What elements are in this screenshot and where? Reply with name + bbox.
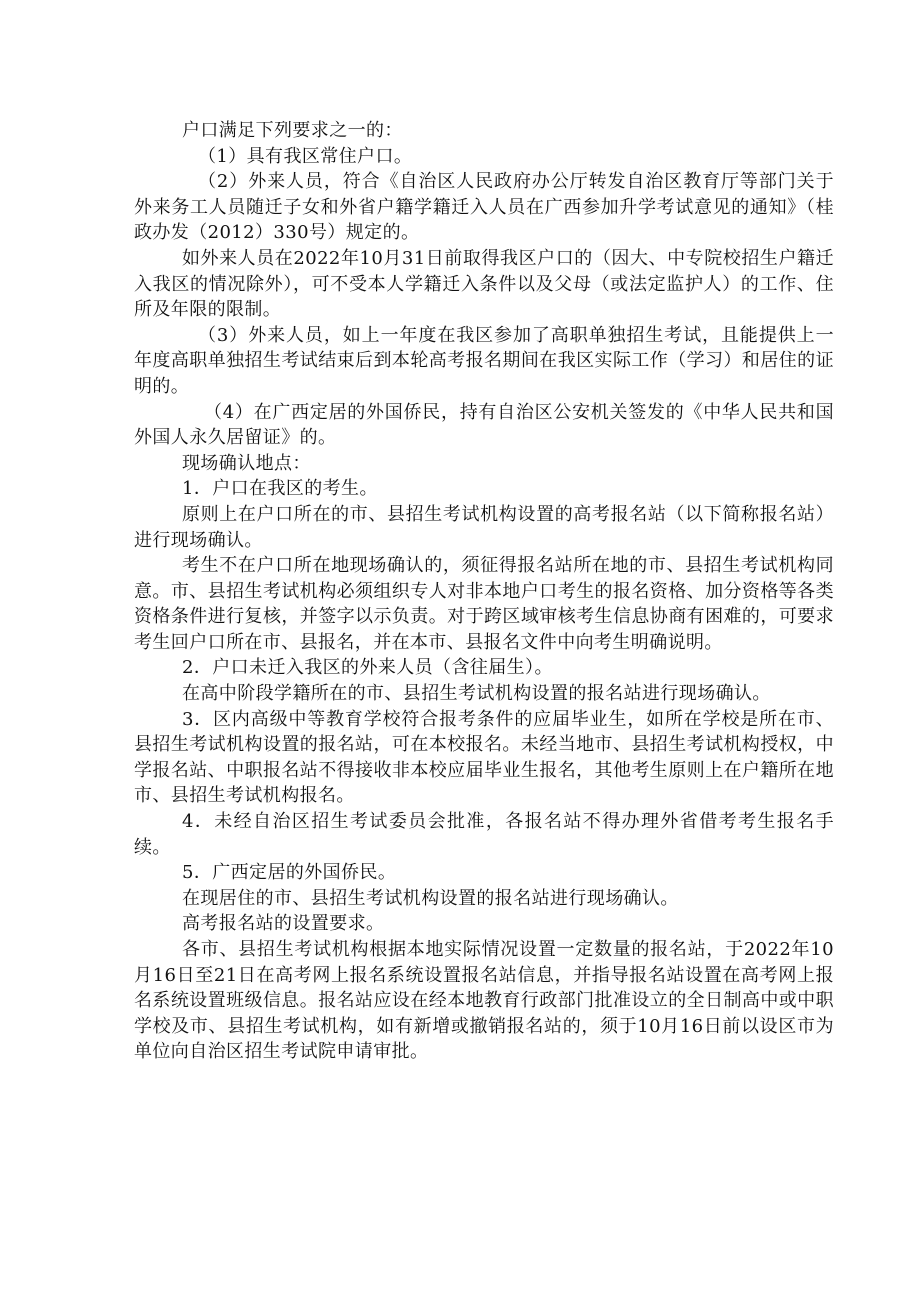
paragraph-station-requirements-heading: 高考报名站的设置要求。 <box>182 913 385 935</box>
paragraph-confirm-location-heading: 现场确认地点： <box>182 452 311 474</box>
paragraph-household-requirements: 户口满足下列要求之一的： <box>182 120 403 141</box>
paragraph-location-3: 3．区内高级中等教育学校符合报考条件的应届毕业生，如所在学校是所在市、县招生考试机构设置的报名站，可在本校报名。未经当地市、县招生考试机构授权，中学报名站、中职报名站不得接收非本校应届毕业生报名，其他考生原则上在户籍所在地市、县招生考试机构报名。 <box>134 708 834 807</box>
paragraph-location-4: 4．未经自治区招生考试委员会批准，各报名站不得办理外省借考考生报名手续。 <box>134 811 834 858</box>
paragraph-location-1-detail: 原则上在户口所在的市、县招生考试机构设置的高考报名站（以下简称报名站）进行现场确认。 <box>134 503 834 551</box>
paragraph-item-1: （1）具有我区常住户口。 <box>198 145 413 167</box>
paragraph-item-2: （2）外来人员，符合《自治区人民政府办公厅转发自治区教育厅等部门关于外来务工人员随迁子女和外省户籍学籍迁入人员在广西参加升学考试意见的通知》（桂政办发（2012）330号）规定的。 <box>134 171 834 244</box>
paragraph-location-1: 1．户口在我区的考生。 <box>182 478 378 500</box>
paragraph-location-1-exception: 考生不在户口所在地现场确认的，须征得报名站所在地的市、县招生考试机构同意。市、县招生考试机构必须组织专人对非本地户口考生的报名资格、加分资格等各类资格条件进行复核，并签字以示负责。对于跨区域审核考生信息协商有困难的，可要求考生回户口所在市、县报名，并在本市、县报名文件中向考生明确说明。 <box>134 555 834 653</box>
paragraph-location-2: 2．户口未迁入我区的外来人员（含往届生）。 <box>182 657 553 679</box>
paragraph-item-3: （3）外来人员，如上一年度在我区参加了高职单独招生考试，且能提供上一年度高职单独招生考试结束后到本轮高考报名期间在我区实际工作（学习）和居住的证明的。 <box>134 324 834 397</box>
document-body <box>134 118 834 1065</box>
paragraph-station-requirements-detail: 各市、县招生考试机构根据本地实际情况设置一定数量的报名站，于2022年10月16日至21日在高考网上报名系统设置报名站信息，并指导报名站设置在高考网上报名系统设置班级信息。报名站应设在经本地教育行政部门批准设立的全日制高中或中职学校及市、县招生考试机构，如有新增或撤销报名站的，须于10月16日前以设区市为单位向自治区招生考试院申请审批。 <box>134 939 834 1063</box>
paragraph-location-5-detail: 在现居住的市、县招生考试机构设置的报名站进行现场确认。 <box>182 887 679 909</box>
paragraph-item-2-note: 如外来人员在2022年10月31日前取得我区户口的（因大、中专院校招生户籍迁入我区的情况除外），可不受本人学籍迁入条件以及父母（或法定监护人）的工作、住所及年限的限制。 <box>134 247 834 321</box>
paragraph-location-2-detail: 在高中阶段学籍所在的市、县招生考试机构设置的报名站进行现场确认。 <box>182 683 771 705</box>
paragraph-location-5: 5．广西定居的外国侨民。 <box>182 862 397 884</box>
paragraph-item-4: （4）在广西定居的外国侨民，持有自治区公安机关签发的《中华人民共和国外国人永久居留证》的。 <box>134 401 834 449</box>
